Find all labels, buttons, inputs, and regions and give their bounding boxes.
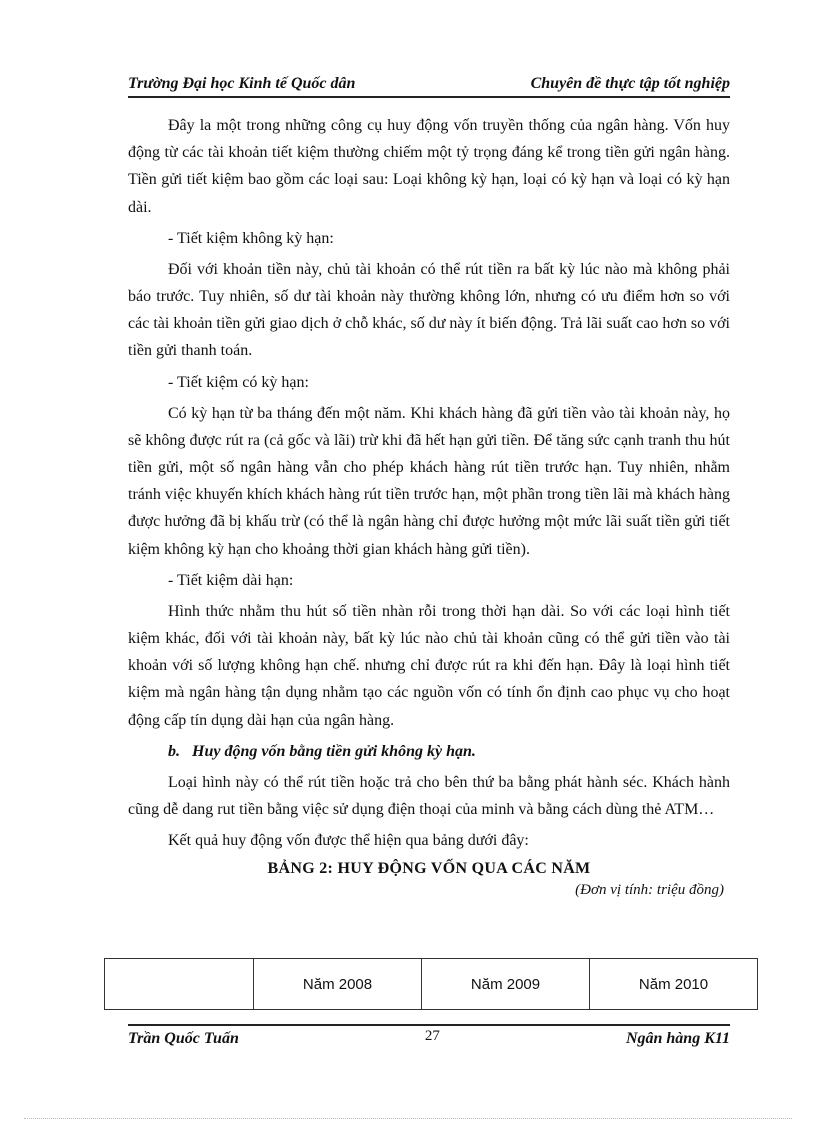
- table-header-cell: Năm 2010: [590, 959, 758, 1010]
- capital-table: [104, 958, 758, 1010]
- footer-class: Ngân hàng K11: [625, 1030, 730, 1047]
- table-header-row: [105, 959, 758, 1010]
- table-header-cell: Năm 2008: [254, 959, 422, 1010]
- subheading-term-savings: - Tiết kiệm có kỳ hạn:: [168, 373, 309, 391]
- subheading-demand-savings: - Tiết kiệm không kỳ hạn:: [168, 229, 334, 247]
- section-label: b.: [168, 742, 180, 760]
- paragraph-demand-savings: Đối với khoản tiền này, chủ tài khoản có thể rút tiền ra bất kỳ lúc nào mà không phải báo trước. Tuy nhiên, số dư tài khoản này thường không lớn, nhưng có ưu điểm hơn so với các tài khoản tiền gửi giao dịch ở chỗ khác, số dư này ít biến động. Trả lãi suất cao hơn so với tiền gửi thanh toán.: [128, 260, 730, 360]
- footer-author: Trần Quốc Tuấn: [128, 1030, 239, 1047]
- table-title: BẢNG 2: HUY ĐỘNG VỐN QUA CÁC NĂM: [267, 860, 591, 878]
- page-body: [128, 112, 730, 899]
- paragraph-demand-deposits: Loại hình này có thể rút tiền hoặc trả cho bên thứ ba bằng phát hành séc. Khách hành cũng dễ dang rut tiền bằng việc sử dụng điện thoại của minh và bằng cách dùng thẻ ATM…: [128, 773, 730, 819]
- subheading-long-term-savings: - Tiết kiệm dài hạn:: [168, 571, 294, 589]
- table-header-cell: [105, 959, 254, 1010]
- page-number: 27: [424, 1028, 440, 1044]
- paragraph-long-term-savings: Hình thức nhằm thu hút số tiền nhàn rỗi trong thời hạn dài. So với các loại hình tiết kiệm khác, đối với tài khoản này, bất kỳ lúc nào chủ tài khoản cũng có thể gửi tiền vào tài khoản với số lượng không hạn chế. nhưng chỉ được rút ra khi đến hạn. Đây là loại hình tiết kiệm mà ngân hàng tận dụng nhằm tạo các nguồn vốn có tính ổn định cao phục vụ cho hoạt động cấp tín dụng dài hạn của ngân hàng.: [128, 602, 730, 729]
- page-header: [128, 74, 730, 98]
- paragraph-table-intro: Kết quả huy động vốn được thể hiện qua bảng dưới đây:: [168, 832, 529, 850]
- section-heading-b: [128, 738, 730, 765]
- paragraph-term-savings: Có kỳ hạn từ ba tháng đến một năm. Khi khách hàng đã gửi tiền vào tài khoản này, họ sẽ không được rút ra (cả gốc và lãi) trừ khi đã hết hạn gửi tiền. Để tăng sức cạnh tranh thu hút tiền gửi, một số ngân hàng vẫn cho phép khách hàng rút tiền trước hạn. Tuy nhiên, nhằm tránh việc khuyến khích khách hàng rút tiền trước hạn, một phần trong tiền lãi mà khách hàng được hưởng đã bị khấu trừ (có thể là ngân hàng chỉ được hưởng một mức lãi suất tiền gửi tiết kiệm không kỳ hạn cho khoảng thời gian khách hàng gửi tiền).: [128, 404, 730, 558]
- table-unit: (Đơn vị tính: triệu đồng): [575, 882, 724, 899]
- header-report-title: Chuyên đề thực tập tốt nghiệp: [530, 75, 730, 92]
- section-title: Huy động vốn bằng tiền gửi không kỳ hạn.: [192, 742, 476, 760]
- page-edge-divider: [24, 1118, 792, 1119]
- paragraph-intro: Đây la một trong những công cụ huy động vốn truyền thống của ngân hàng. Vốn huy động từ các tài khoản tiết kiệm thường chiếm một tỷ trọng đáng kể trong tiền gửi ngân hàng. Tiền gửi tiết kiệm bao gồm các loại sau: Loại không kỳ hạn, loại có kỳ hạn và loại có kỳ hạn dài.: [128, 117, 730, 216]
- table-header-cell: Năm 2009: [422, 959, 590, 1010]
- page-footer: [128, 1024, 730, 1048]
- header-school: Trường Đại học Kinh tế Quốc dân: [128, 75, 356, 92]
